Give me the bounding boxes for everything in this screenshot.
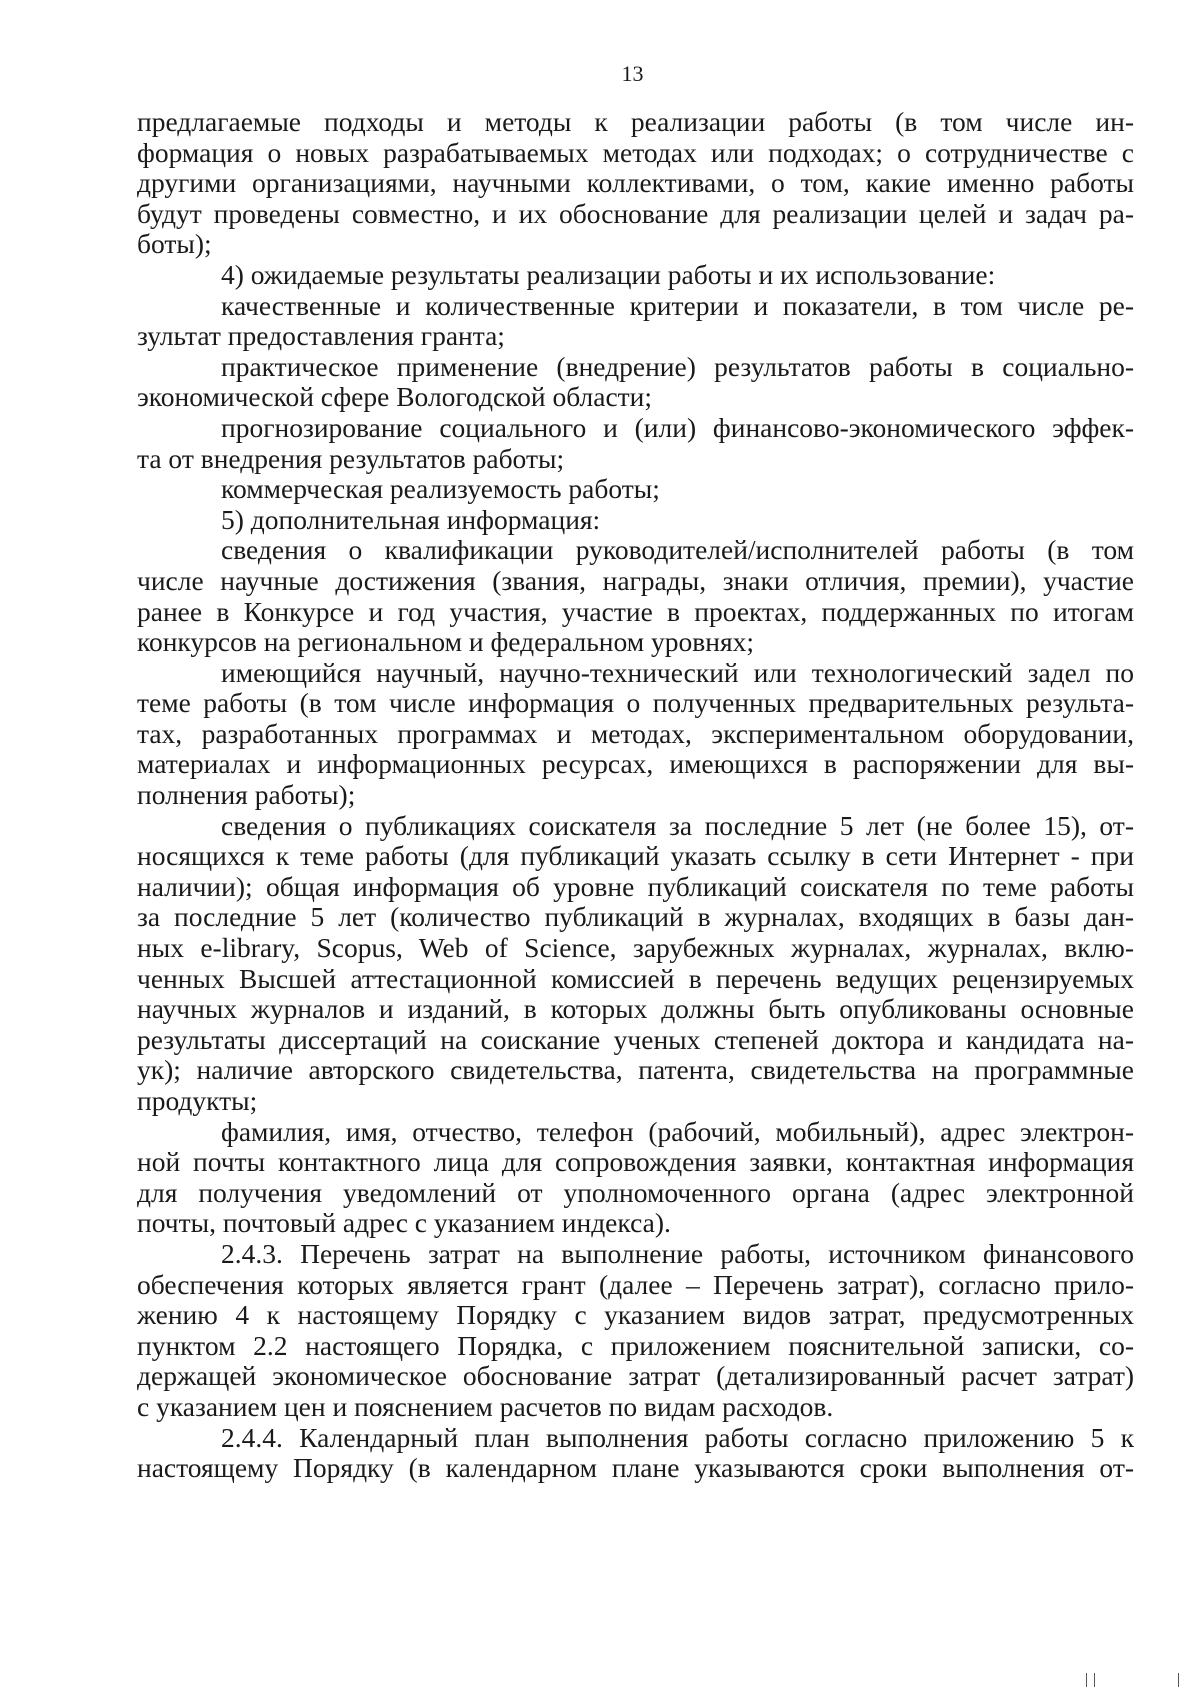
text-line: ченных Высшей аттестационной комиссией в перечень ведущих рецензируемых — [137, 962, 1134, 994]
text-line: держащей экономическое обоснование затрат (детализированный расчет затрат) — [137, 1360, 1134, 1392]
text-line: другими организациями, научными коллективами, о том, какие именно работы — [137, 167, 1134, 199]
scan-artifact — [1094, 1673, 1095, 1687]
text-line: конкурсов на региональном и федеральном уровнях; — [137, 626, 754, 658]
text-line: будут проведены совместно, и их обоснование для реализации целей и задач ра- — [137, 197, 1134, 229]
text-line: для получения уведомлений от уполномоченного органа (адрес электронной — [137, 1176, 1134, 1208]
text-line: продукты; — [137, 1085, 258, 1116]
text-line: ных e-library, Scopus, Web of Science, зарубежных журналах, журналах, вклю- — [137, 932, 1134, 964]
text-line: наличии); общая информация об уровне публикаций соискателя по теме работы — [137, 870, 1134, 902]
text-line: материалах и информационных ресурсах, имеющихся в распоряжении для вы- — [137, 748, 1134, 780]
text-line: предлагаемые подходы и методы к реализации работы (в том числе ин- — [137, 106, 1134, 137]
text-line: боты); — [137, 228, 212, 260]
text-line: сведения о квалификации руководителей/исполнителей работы (в том — [221, 534, 1134, 566]
text-line: числе научные достижения (звания, награды, знаки отличия, премии), участие — [137, 564, 1134, 596]
page-number: 13 — [621, 61, 644, 86]
text-line: с указанием цен и пояснением расчетов по видам расходов. — [137, 1390, 834, 1422]
text-line: тах, разработанных программах и методах, экспериментальном оборудовании, — [137, 717, 1134, 749]
text-line: ук); наличие авторского свидетельства, патента, свидетельства на программные — [137, 1054, 1134, 1086]
list-item-heading: 5) дополнительная информация: — [221, 503, 601, 535]
list-item-heading: 4) ожидаемые результаты реализации работы и их использование: — [221, 258, 996, 290]
scan-artifact — [1086, 1673, 1087, 1687]
text-line: жению 4 к настоящему Порядку с указанием видов затрат, предусмотренных — [137, 1299, 1134, 1331]
text-line: научных журналов и изданий, в которых должны быть опубликованы основные — [137, 993, 1134, 1025]
text-line: почты, почтовый адрес с указанием индекса). — [137, 1207, 671, 1239]
section-2-4-3: 2.4.3. Перечень затрат на выполнение работы, источником финансового — [221, 1237, 1134, 1269]
text-line: полнения работы); — [137, 779, 356, 811]
text-line: практическое применение (внедрение) результатов работы в социально- — [221, 350, 1134, 382]
text-line: прогнозирование социального и (или) финансово-экономического эффек- — [221, 411, 1134, 443]
text-line: имеющийся научный, научно-технический или технологический задел по — [221, 656, 1134, 688]
text-line: экономической сфере Вологодской области; — [137, 381, 653, 413]
text-line: фамилия, имя, отчество, телефон (рабочий, мобильный), адрес электрон- — [221, 1115, 1134, 1147]
text-line: формация о новых разрабатываемых методах или подходах; о сотрудничестве с — [137, 136, 1134, 168]
text-line: обеспечения которых является грант (далее – Перечень затрат), согласно прило- — [137, 1268, 1134, 1300]
text-line: теме работы (в том числе информация о полученных предварительных результа- — [137, 687, 1134, 719]
section-2-4-4: 2.4.4. Календарный план выполнения работы согласно приложению 5 к — [221, 1421, 1134, 1453]
text-line: настоящему Порядку (в календарном плане указываются сроки выполнения от- — [137, 1452, 1134, 1484]
text-line: ранее в Конкурсе и год участия, участие в проектах, поддержанных по итогам — [137, 595, 1134, 627]
text-line: сведения о публикациях соискателя за последние 5 лет (не более 15), от- — [221, 809, 1134, 841]
text-line: та от внедрения результатов работы; — [137, 442, 565, 474]
text-line: качественные и количественные критерии и показатели, в том числе ре- — [221, 289, 1134, 321]
scan-artifact — [1178, 1673, 1179, 1687]
text-line: коммерческая реализуемость работы; — [221, 473, 660, 505]
document-body — [137, 107, 1134, 1484]
text-line: пунктом 2.2 настоящего Порядка, с приложением пояснительной записки, со- — [137, 1329, 1134, 1361]
text-line: зультат предоставления гранта; — [137, 320, 505, 352]
text-line: за последние 5 лет (количество публикаций в журналах, входящих в базы дан- — [137, 901, 1134, 933]
text-line: результаты диссертаций на соискание ученых степеней доктора и кандидата на- — [137, 1023, 1134, 1055]
text-line: ной почты контактного лица для сопровождения заявки, контактная информация — [137, 1146, 1134, 1178]
text-line: носящихся к теме работы (для публикаций указать ссылку в сети Интернет - при — [137, 840, 1134, 872]
